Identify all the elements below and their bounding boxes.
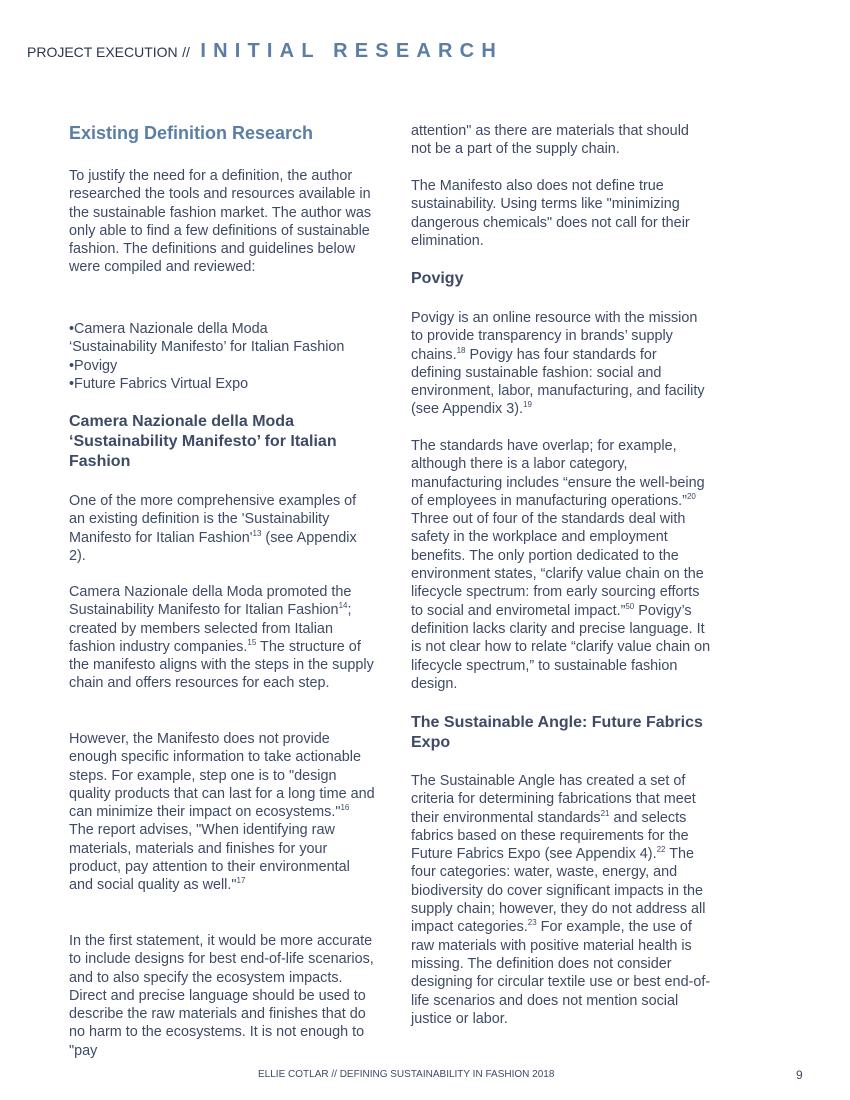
page-header: [27, 40, 503, 63]
reviewed-definitions-list: [69, 320, 375, 393]
paragraph-attention-continued: attention" as there are materials that should not be a part of the supply chain.: [411, 123, 689, 158]
paragraph-sustainable-angle: The Sustainable Angle has created a set of criteria for determining fabrications that meet their environmental standards$^{21}$ and selects fabrics based on these requirements for the Future Fabrics Expo (see Appendix 4).$^{22}$ The four categories: water, waste, energy, and biodiversity do cover significant impacts in the supply chain; however, they do not address all impact categories.$^{23}$ For example, the use of raw materials with positive material health is missing. The definition does not consider designing for circular textile use or best end-of-life scenarios and does not mention social justice or labor.: [411, 773, 711, 1027]
paragraph-povigy-intro: Povigy is an online resource with the mission to provide transparency in brands’ supply chains.$^{18}$ Povigy has four standards for defining sustainable fashion: social and environment, labor, manufacturing, and facility (see Appendix 3).$^{19}$: [411, 310, 705, 418]
list-item: •Future Fabrics Virtual Expo: [69, 375, 249, 392]
heading-sustainable-angle: The Sustainable Angle: Future Fabrics Expo: [411, 714, 703, 751]
heading-existing-definition-research: Existing Definition Research: [69, 123, 314, 143]
paragraph-manifesto-critique: However, the Manifesto does not provide enough specific information to take actionable steps. For example, step one is to "design quality products that can last for a long time and can minimize their impact on ecosystems."$^{16}$ The report advises, "When identifying raw materials, materials and finishes for your product, pay attention to their environmental and social quality as well."$^{17}$: [69, 731, 375, 894]
heading-povigy: Povigy: [411, 270, 464, 287]
header-separator: //: [182, 44, 190, 60]
list-item: •Camera Nazionale della Moda: [69, 321, 268, 337]
heading-camera-nazionale: Camera Nazionale della Moda ‘Sustainability Manifesto’ for Italian Fashion: [69, 413, 337, 470]
page-number: 9: [796, 1068, 803, 1082]
list-item: ‘Sustainability Manifesto’ for Italian Fashion: [69, 339, 345, 356]
paragraph-comprehensive-example: One of the more comprehensive examples of an existing definition is the 'Sustainability Manifesto for Italian $Fashion'^{13}$ (see Appendix 2).: [69, 493, 357, 564]
paragraph-manifesto-promoted: Camera Nazionale della Moda promoted the Sustainability Manifesto for Italian Fashion$^{14}$; created by members selected from Italian fashion industry companies.$^{15}$ The structure of the manifesto aligns with the steps in the supply chain and offers resources for each step.: [69, 584, 374, 692]
paragraph-first-statement: In the first statement, it would be more accurate to include designs for best end-of-life scenarios, and to also specify the ecosystem impacts. Direct and precise language should be used to describe the raw materials and finishes that do no harm to the ecosystems. It is not enough to "pay: [69, 933, 374, 1059]
section-title: INITIAL RESEARCH: [200, 40, 503, 62]
paragraph-true-sustainability: The Manifesto also does not define true sustainability. Using terms like "minimizing dangerous chemicals" does not call for their elimination.: [411, 178, 690, 249]
header-lead: PROJECT EXECUTION: [27, 44, 178, 60]
paragraph-povigy-standards: The standards have overlap; for example, although there is a labor category, manufacturing includes “ensure the well-being of employees in manufacturing operations.”$^{20}$ Three out of four of the standards deal with safety in the workplace and employment benefits. The only portion dedicated to the environment states, “clarify value chain on the lifecycle spectrum: from early sourcing efforts to social and envirometal impact.”$^{50}$ Povigy’s definition lacks clarity and precise language. It is not clear how to relate “clarify value chain on lifecycle spectrum,” to sustainable fashion design.: [411, 438, 711, 692]
footer-credit: ELLIE COTLAR // DEFINING SUSTAINABILITY IN FASHION 2018: [258, 1069, 555, 1080]
paragraph-intro: To justify the need for a definition, the author researched the tools and resources available in the sustainable fashion market. The author was only able to find a few definitions of sustainable fashion. The definitions and guidelines below were compiled and reviewed:: [69, 168, 372, 276]
list-item: •Povigy: [69, 357, 118, 374]
